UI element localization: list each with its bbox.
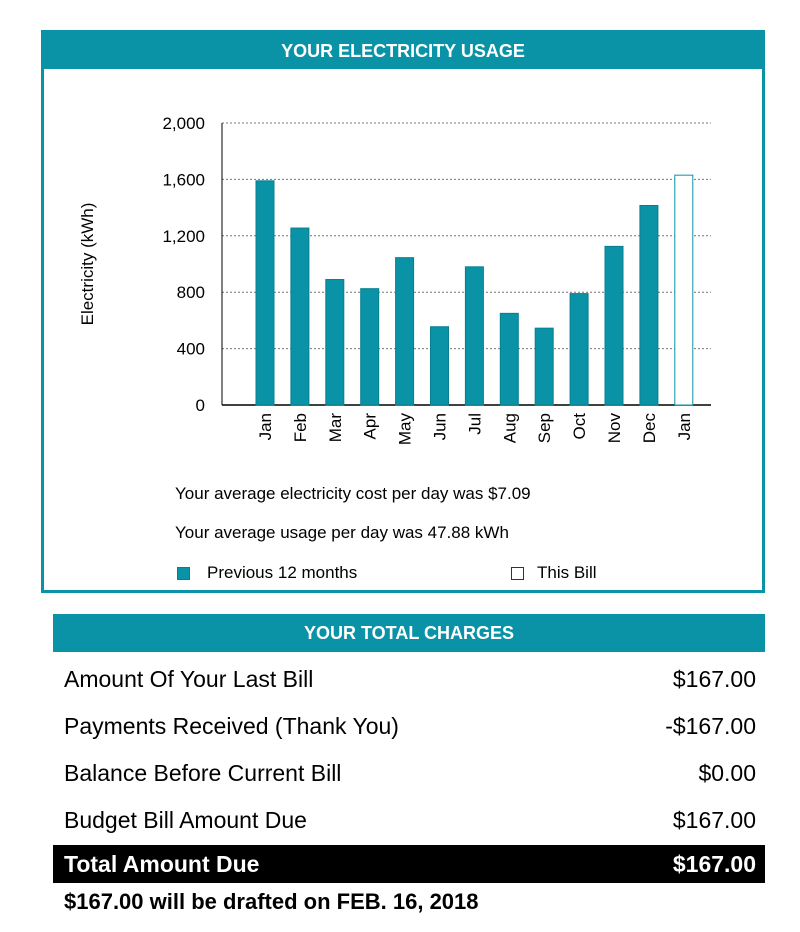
x-tick-label: Jan	[674, 413, 694, 441]
total-amount-due-row	[53, 845, 765, 883]
charge-label: Balance Before Current Bill	[64, 759, 342, 786]
legend-previous-swatch	[177, 567, 190, 580]
average-cost-text: Your average electricity cost per day was $7.09	[175, 484, 531, 503]
y-tick-label: 800	[176, 283, 205, 303]
y-axis-label: Electricity (kWh)	[78, 202, 97, 326]
legend-this-bill-swatch	[511, 567, 524, 580]
total-label: Total Amount Due	[64, 850, 260, 877]
charges-header: YOUR TOTAL CHARGES	[53, 614, 765, 652]
charge-amount: $0.00	[698, 759, 756, 786]
y-tick-label: 400	[176, 339, 205, 359]
x-tick-label: Jan	[256, 413, 275, 441]
charge-label: Budget Bill Amount Due	[64, 806, 307, 833]
y-tick-label: 0	[195, 396, 205, 415]
y-tick-label: 1,600	[162, 170, 205, 190]
y-tick-label: 2,000	[162, 114, 205, 133]
x-tick-label: Sep	[535, 413, 555, 444]
x-tick-label: Feb	[290, 413, 310, 443]
total-amount: $167.00	[672, 850, 756, 877]
usage-header: YOUR ELECTRICITY USAGE	[44, 33, 762, 69]
charge-amount: $167.00	[672, 665, 756, 692]
y-tick-label: 1,200	[162, 226, 205, 246]
bar-previous	[326, 280, 344, 405]
legend-this-bill	[511, 563, 597, 583]
x-tick-label: Jun	[430, 413, 450, 441]
average-usage-text: Your average usage per day was 47.88 kWh	[175, 523, 509, 542]
charge-row-budget-bill	[53, 800, 765, 840]
charge-row-payments	[53, 706, 765, 746]
bar-previous	[361, 289, 379, 405]
x-tick-label: Mar	[325, 413, 345, 443]
bar-previous	[396, 258, 414, 405]
x-tick-label: Dec	[639, 413, 659, 444]
bar-previous	[535, 328, 553, 405]
x-tick-label: Apr	[360, 413, 380, 440]
charge-label: Amount Of Your Last Bill	[64, 665, 314, 692]
legend-previous	[177, 563, 357, 583]
bar-previous	[465, 267, 483, 405]
bar-previous	[431, 327, 449, 405]
charge-label: Payments Received (Thank You)	[64, 712, 399, 739]
x-tick-label: Aug	[500, 413, 520, 444]
bar-previous	[291, 228, 309, 405]
x-tick-label: Nov	[605, 413, 624, 444]
legend-previous-label: Previous 12 months	[207, 563, 358, 582]
x-tick-label: Jul	[465, 413, 485, 435]
bar-previous	[570, 294, 588, 405]
x-tick-label: Oct	[570, 413, 590, 440]
charge-amount: -$167.00	[665, 712, 756, 739]
x-tick-label: May	[395, 413, 415, 446]
bar-previous	[605, 246, 623, 405]
bar-previous	[640, 205, 658, 405]
bar-previous	[256, 181, 274, 405]
legend-this-bill-label: This Bill	[537, 563, 597, 582]
charge-row-last-bill	[53, 659, 765, 699]
draft-note: $167.00 will be drafted on FEB. 16, 2018	[64, 889, 479, 914]
bar-this-bill	[675, 175, 693, 405]
charge-row-balance	[53, 753, 765, 793]
charge-amount: $167.00	[672, 806, 756, 833]
bar-previous	[500, 313, 518, 405]
